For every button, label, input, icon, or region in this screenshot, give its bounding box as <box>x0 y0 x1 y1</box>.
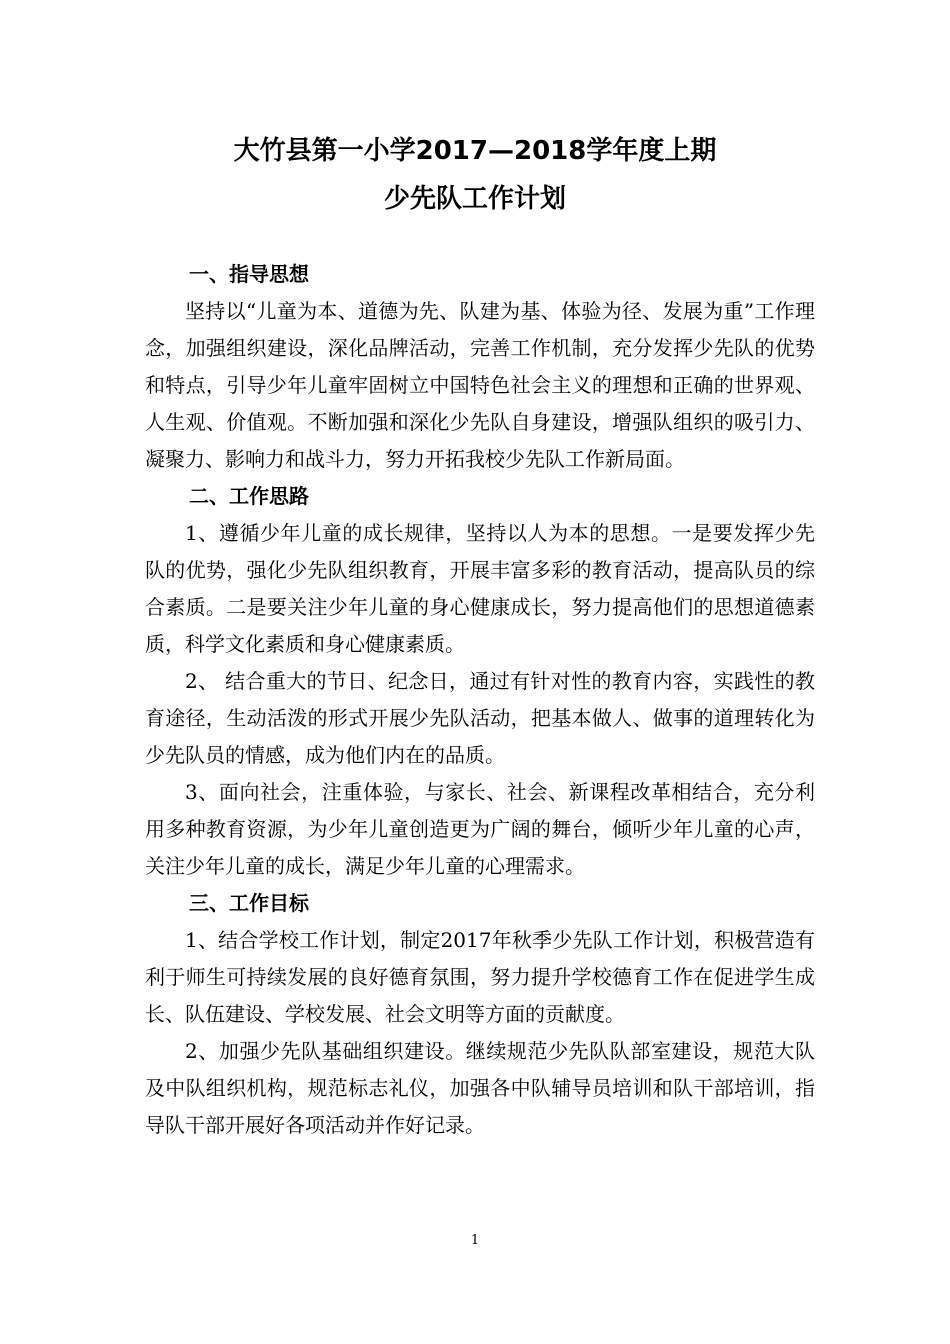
title-line-2: 少先队工作计划 <box>383 184 566 214</box>
paragraph-goal-2: 2、加强少先队基础组织建设。继续规范少先队队部室建设，规范大队及中队组织机构，规范标志礼仪，加强各中队辅导员培训和队干部培训，指导队干部开展好各项活动并作好记录。 <box>145 1039 815 1137</box>
page-number: 1 <box>470 1233 480 1248</box>
paragraph-guiding-thought: 坚持以“儿童为本、道德为先、队建为基、体验为径、发展为重”工作理念，加强组织建设，深化品牌活动，完善工作机制，充分发挥少先队的优势和特点，引导少年儿童牢固树立中国特色社会主义的理想和正确的世界观、人生观、价值观。不断加强和深化少先队自身建设，增强队组织的吸引力、凝聚力、影响力和战斗力，努力开拓我校少先队工作新局面。 <box>145 299 815 471</box>
paragraph-approach-3: 3、面向社会，注重体验，与家长、社会、新课程改革相结合，充分利用多种教育资源，为少年儿童创造更为广阔的舞台，倾听少年儿童的心声，关注少年儿童的成长，满足少年儿童的心理需求。 <box>145 780 815 878</box>
section-heading-work-goals: 三、工作目标 <box>189 891 309 915</box>
paragraph-approach-2: 2、 结合重大的节日、纪念日，通过有针对性的教育内容，实践性的教育途径，生动活泼的形式开展少先队活动，把基本做人、做事的道理转化为少先队员的情感，成为他们内在的品质。 <box>145 669 815 767</box>
section-heading-work-approach: 二、工作思路 <box>189 484 309 508</box>
title-line-1: 大竹县第一小学2017—2018学年度上期 <box>233 136 717 166</box>
paragraph-approach-1: 1、遵循少年儿童的成长规律，坚持以人为本的思想。一是要发挥少先队的优势，强化少先队组织教育，开展丰富多彩的教育活动，提高队员的综合素质。二是要关注少年儿童的身心健康成长，努力提高他们的思想道德素质，科学文化素质和身心健康素质。 <box>145 521 815 656</box>
document-title <box>0 131 950 227</box>
section-heading-guiding-thought: 一、指导思想 <box>189 262 309 286</box>
paragraph-goal-1: 1、结合学校工作计划，制定2017年秋季少先队工作计划，积极营造有利于师生可持续发展的良好德育氛围，努力提升学校德育工作在促进学生成长、队伍建设、学校发展、社会文明等方面的贡献度。 <box>145 928 815 1026</box>
document-body <box>145 256 815 1144</box>
